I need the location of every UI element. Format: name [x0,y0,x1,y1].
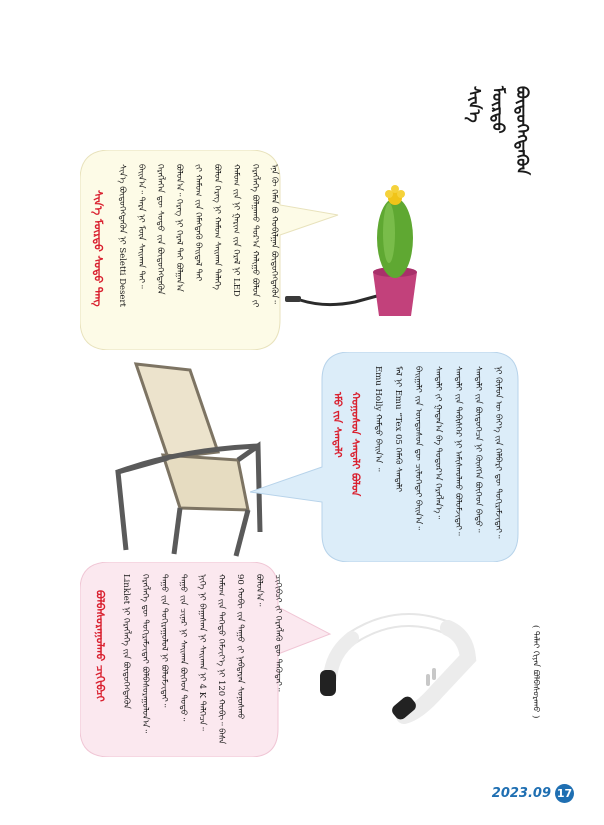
page-footer [492,784,574,803]
cactus-body-text: ᠰᠢᠨ᠎ᠡ ᠪᠦᠲᠦᠭᠡᠭᠳᠡᠬᠦᠨ ᠨᠢ Seletti Desert ᠪᠠᠢᠨ᠎ᠠ᠃ ᠲᠡᠷᠡ ᠨᠢ ᠮᠥᠨ ᠰᠠᠢᠬᠠᠨ ᠲᠠᠢ᠃ ᠬᠡᠷᠡᠭᠯᠡᠭᠡᠨ ᠳᠦ ᠰᠣᠳᠤ ᠶ᠋ᠢᠨ ᠪᠦᠲᠦᠭᠡᠭᠳᠡᠬᠦᠨ ᠪᠣᠯᠤᠨ᠎ᠠ᠃ ᠬᠡᠷᠡᠭ ᠨᠢ ᠭᠡᠷᠡᠯ ᠲᠡᠢ ᠪᠣᠯᠭᠠᠨ᠎ᠠ ᠶ᠋ᠢ ᠬᠠᠮᠤᠭ ᠶ᠋ᠢᠨ ᠬᠡᠮᠡᠭᠳᠡᠬᠦ ᠪᠠᠢᠳᠠᠯ ᠲᠠᠢ ᠪᠣᠯᠤᠨ ᠬᠡᠷᠡᠭ ᠨᠢ ᠬᠠᠮᠤᠭ ᠰᠠᠢᠬᠠᠨ ᠳᠡᠯᠡᠭᠡ ᠬᠠᠮᠤᠭ ᠶ᠋ᠢᠨ ᠨᠢ ᠭᠠᠷᠢᠭ ᠶ᠋ᠢᠨ ᠭᠡᠷᠡᠯ ᠨᠢ LED ᠬᠡᠷᠡᠭᠯᠡᠭᠡ ᠪᠣᠯᠭᠠᠬᠤ ᠳᠤᠷ᠎ᠠ ᠬᠠᠯᠢᠭᠤ ᠪᠣᠯᠤᠨ ᠶ᠋ᠢ ᠡᠨᠡ ᠬᠦ ᠬᠡᠮᠡᠨ ᠪᠣ ᠬᠣᠪᠢᠯᠭᠠᠨ ᠪᠦᠲᠦᠭᠡᠭᠳᠡᠬᠦᠨ᠃ [117,164,279,308]
headphones-body-text: Linklet ᠨᠢ ᠬᠡᠷᠡᠭᠯᠡᠭᠡ ᠶ᠋ᠢᠨ ᠪᠦᠲᠦᠭᠡᠭᠳᠡᠬᠦᠨ ᠬᠡᠷᠡᠭᠯᠡᠭᠡ ᠳᠦ ᠲᠣᠬᠢᠷᠠᠮᠵᠢᠲᠠᠢ ᠪᠣᠯᠪᠠᠰᠤᠷᠠᠭᠤᠯᠤᠨ᠎ᠠ᠃ ᠳᠠᠭᠤ ᠶ᠋ᠢᠨ ᠲᠣᠬᠢᠷᠠᠭᠤᠯᠤᠯ ᠨᠢ ᠪᠣᠯᠤᠮᠵᠢᠲᠠᠢ᠃ ᠳᠠᠭᠤ ᠶ᠋ᠢᠨ ᠴᠢᠨᠠᠷ ᠨᠢ ᠰᠠᠢᠬᠠᠨ ᠪᠥᠭᠡᠳ ᠲᠣᠳᠣ᠃ ᠨᠢᠭᠡ ᠨᠢ ᠪᠠᠭᠠᠰᠬᠠ ᠨᠢ ᠰᠠᠢᠬᠠᠨ ᠨᠢ 4 K ᠳᠡᠯᠭᠡᠴᠡ᠃ ᠬᠠᠮᠤᠭ ᠶ᠋ᠢᠨ ᠳᠡᠭᠡᠳᠦ ᠬᠡᠮᠵᠢᠶ᠎ᠡ ᠨᠢ 120 ᠬᠤᠪᠢ᠃ ᠪᠠᠰᠠ 90 ᠬᠤᠪᠢ ᠶ᠋ᠢᠨ ᠳᠠᠭᠤ ᠶ᠋ᠢ ᠨᠡᠪᠲᠡᠷᠡᠨ ᠰᠣᠨᠣᠰᠬᠤ ᠪᠣᠯᠤᠨ᠎ᠠ᠃ ᠴᠢᠬᠢᠪᠴᠢ ᠶ᠋ᠢ ᠬᠡᠷᠡᠭᠯᠡᠬᠦ ᠳᠦ ᠳᠡᠭᠦᠳᠡᠢ᠃ [121,574,283,745]
issue-date: 2023.09 [491,786,551,801]
side-caption: ( ᠳᠠᠯᠠᠢ ᠭᠢᠶᠠᠨ ᠪᠣᠯᠪᠠᠰᠤᠷᠠᠬᠤ ) [530,625,541,719]
bone-conduction-headphones-image [318,608,478,728]
title-line-3: ᠪᠦᠲᠦᠭᠡᠭᠳᠡᠬᠦᠨ [513,86,532,176]
headphones-description-bubble [80,562,340,757]
chair-body-text: Emu Holly ᠬᠠᠮᠲᠤ ᠪᠠᠢᠨ᠎ᠠ ᠃ ᠮᠠᠯ ᠨᠢ Emu “Tex 05 ᠬᠡᠮᠡᠬᠦ ᠰᠠᠨᠳᠠᠯᠢ ᠪᠠᠢᠭᠠᠯᠢ ᠶ᠋ᠢᠨ ᠦᠨᠳᠦᠰᠦᠨ ᠳᠦ ᠴᠢᠯᠦᠭᠡᠲᠡᠢ ᠪᠠᠢᠨ᠎ᠠ᠃ ᠰᠠᠨᠳᠠᠯᠢ ᠶ᠋ᠢ ᠭᠠᠳᠠᠨ᠎ᠠ ᠪᠠ ᠳᠣᠲᠣᠷ᠎ᠠ ᠬᠡᠷᠡᠭᠯᠡᠨ᠎ᠡ᠃ ᠰᠠᠨᠳᠠᠯᠢ ᠶ᠋ᠢᠨ ᠳᠡᠪᠢᠰᠭᠡᠷ ᠨᠢ ᠠᠮᠢᠰᠭᠤᠯᠬᠤ ᠪᠣᠯᠤᠮᠵᠢᠲᠠᠢ᠃ ᠰᠠᠨᠳᠠᠯᠢ ᠶ᠋ᠢᠨ ᠪᠦᠲᠦᠭᠡᠴᠡ ᠨᠢ ᠬᠥᠩᠭᠡᠨ ᠪᠥᠭᠡᠳ ᠪᠠᠲᠤ᠃ ᠨᠢ ᠬᠦᠮᠦᠨ ᠦ ᠪᠡᠶ᠎ᠡ ᠶ᠋ᠢᠨ ᠬᠡᠯᠪᠡᠷᠢ ᠳᠦ ᠲᠣᠬᠢᠷᠠᠮᠵᠢᠲᠠᠢ᠃ [373,366,503,539]
page-title [462,86,534,206]
chair-heading: ᠡᠮᠦ ᠶ᠋ᠢᠨ ᠰᠠᠨᠳᠠᠯᠢ ᠬᠣᠭᠤᠰᠤᠨ ᠰᠠᠨᠳᠠᠯᠢ ᠪᠣᠯᠤᠨ [331,392,361,497]
chair-image [108,360,268,560]
chair-description-bubble [250,352,520,562]
page-number: 17 [555,784,574,803]
cactus-lamp-image [285,178,435,318]
title-line-2: ᠮᠥᠷᠲᠦ [489,86,508,134]
cactus-heading: ᠰᠢᠨ᠎ᠡ ᠮᠥᠷᠲᠦ ᠰᠣᠳᠤ ᠳᠡᠩ [91,190,105,307]
headphones-heading: ᠪᠣᠯᠪᠠᠰᠤᠷᠠᠭᠤᠯᠬᠤ ᠴᠢᠬᠢᠪᠴᠢ [93,590,107,702]
title-line-1: ᠰᠢᠨ᠎ᠡ [465,86,484,123]
